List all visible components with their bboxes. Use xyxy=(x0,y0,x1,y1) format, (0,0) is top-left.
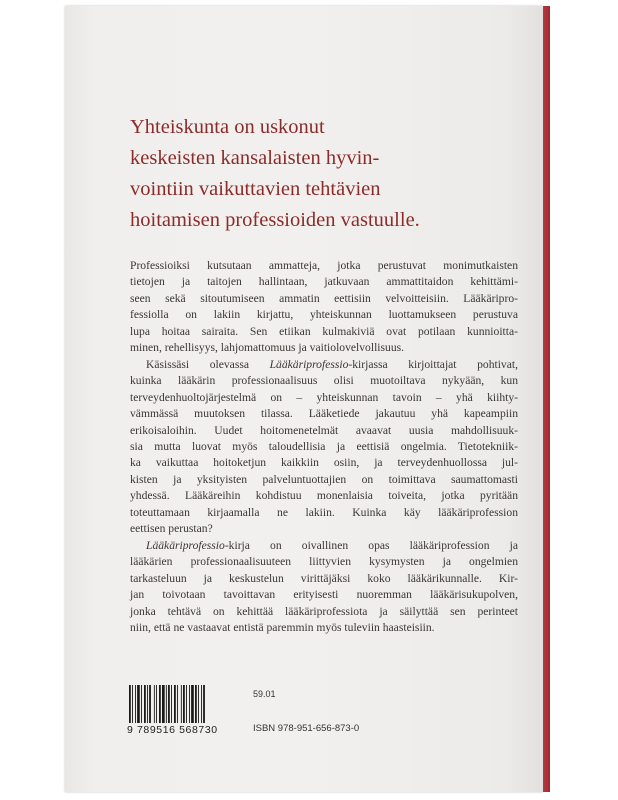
tagline-line: Yhteiskunta on uskonut xyxy=(130,116,325,138)
blurb-line: tietojen ja taitojen hallintaan, jatkuvaan ammattitaidon kehittämi- xyxy=(130,275,518,289)
barcode-bar xyxy=(201,685,202,723)
tagline-line: vointiin vaikuttavien tehtävien xyxy=(130,178,381,200)
barcode-bar xyxy=(203,685,205,723)
barcode-bar xyxy=(195,685,197,723)
barcode-bar xyxy=(181,685,182,723)
barcode-bar xyxy=(166,685,167,723)
blurb-line: seen sekä sitoutumiseen ammatin eettisiin velvoitteisiin. Lääkäripro- xyxy=(130,291,518,305)
barcode-bar xyxy=(189,685,190,723)
price-code: 59.01 xyxy=(253,689,276,699)
barcode-bar xyxy=(135,685,136,723)
barcode-bar xyxy=(159,685,161,723)
barcode-bar xyxy=(183,685,185,723)
blurb-text xyxy=(130,258,518,636)
barcode-bar xyxy=(191,685,194,723)
barcode-bar xyxy=(154,685,155,723)
blurb-line: fessiolla on lakiin kirjattu, yhteiskunnan luottamukseen perustuva xyxy=(130,308,518,322)
barcode-bar xyxy=(171,685,172,723)
blurb-line: yhdessä. Lääkäreihin kohdistuu monenlaisia toiveita, jotka pyritään xyxy=(130,489,518,503)
blurb-line: jan toivotaan tavoittavan erityisesti nuoremman lääkärisukupolven, xyxy=(130,588,518,602)
blurb-line: kuinka lääkärin professionaalisuus olisi muotoiltava nykyään, kun xyxy=(130,374,518,388)
blurb-line: lupa hoitaa sairaita. Sen etiikan kulmakiviä ovat potilaan kunnioitta- xyxy=(130,324,518,338)
spine-edge xyxy=(543,6,550,792)
barcode-bar xyxy=(177,685,178,723)
blurb-line: tarkasteluun ja keskustelun virittäjäksi koko lääkärikunnalle. Kir- xyxy=(130,571,518,585)
tagline-line: keskeisten kansalaisten hyvin- xyxy=(130,147,380,169)
blurb-line: lääkärien professionaalisuuteen liittyvien kysymysten ja ongelmien xyxy=(130,555,518,569)
blurb-line: Professioiksi kutsutaan ammatteja, jotka perustuvat monimutkaisten xyxy=(130,259,518,272)
blurb-line: toteuttamaan kirjaamalla ne lakiin. Kuinka käy lääkäriprofession xyxy=(130,505,518,519)
blurb-line: kisten ja yksityisten palveluntuottajien on toimittava saumattomasti xyxy=(130,472,518,486)
blurb-line: jonka tehtävä on kehittää lääkäriprofessiota ja säilyttää sen perinteet xyxy=(130,604,518,618)
barcode-bar xyxy=(174,685,176,723)
barcode-bar xyxy=(198,685,199,723)
blurb-line: vämmässä muutoksen tilassa. Lääketiede jakautuu yhä kapeampiin xyxy=(130,407,518,421)
barcode-bar xyxy=(129,685,131,723)
blurb-line: niin, että ne vastaavat entistä paremmin myös tuleviin haasteisiin. xyxy=(130,620,435,634)
tagline xyxy=(130,112,535,236)
barcode-bar xyxy=(168,685,170,723)
barcode-bar xyxy=(186,685,187,723)
barcode-bar xyxy=(162,685,165,723)
barcode-number: 9 789516 568730 xyxy=(127,724,218,736)
isbn: ISBN 978-951-656-873-0 xyxy=(253,723,360,734)
blurb-line: ka vaikuttaa hoitoketjun kaikkiin osiin, ja terveydenhuollossa jul- xyxy=(130,456,518,470)
barcode-bar xyxy=(147,685,148,723)
blurb-line: terveydenhuoltojärjestelmä on – yhteiskunnan tavoin – yhä kiihty- xyxy=(130,390,518,404)
barcode-bar xyxy=(141,685,142,723)
blurb-line: Lääkäriprofessio-kirja on oivallinen opas lääkäriprofession ja xyxy=(146,538,518,552)
tagline-line: hoitamisen professioiden vastuulle. xyxy=(130,209,420,231)
blurb-line: eettisen perustan? xyxy=(130,522,213,536)
blurb-line: erikoisaloihin. Uudet hoitomenetelmät avaavat uusia mahdollisuuk- xyxy=(130,423,518,437)
blurb-line: Käsissäsi olevassa Lääkäriprofessio-kirjassa kirjoittajat pohtivat, xyxy=(146,357,518,371)
blurb-line: sia mutta luovat myös taloudellisia ja eettisiä ongelmia. Tietotekniik- xyxy=(130,439,518,453)
barcode-bar xyxy=(156,685,157,723)
barcode xyxy=(128,685,221,723)
barcode-bar xyxy=(149,685,151,723)
blurb-line: minen, rehellisyys, lahjomattomuus ja vaitiolovelvollisuus. xyxy=(130,341,405,355)
barcode-bar xyxy=(144,685,146,723)
barcode-bar xyxy=(132,685,133,723)
barcode-bar xyxy=(137,685,140,723)
